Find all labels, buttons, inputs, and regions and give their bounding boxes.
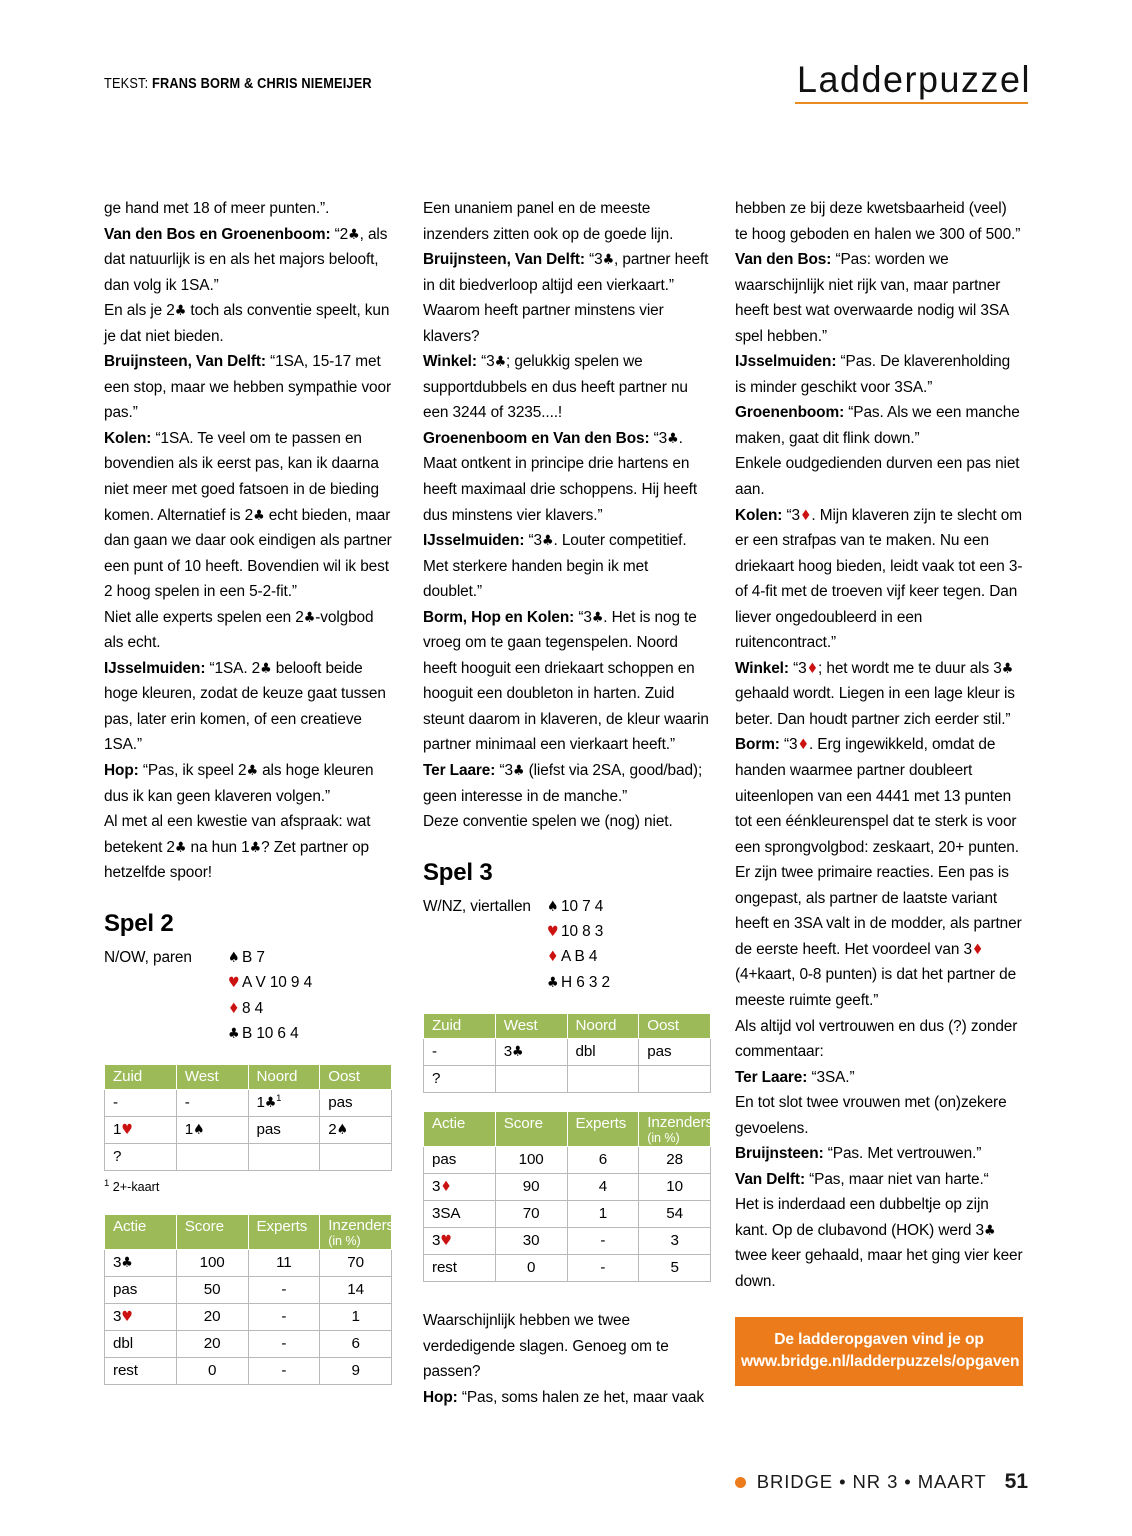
callout-url[interactable]: www.bridge.nl/ladderpuzzels/opgaven	[741, 1352, 1020, 1370]
paragraph: Groenenboom: “Pas. Als we een manche maken, gaat dit flink down.”	[735, 404, 1020, 447]
table-cell: 1♣$^1$	[248, 1090, 320, 1117]
spel-3-score-table	[423, 1111, 714, 1282]
suit-symbol-h-icon: ♥	[547, 924, 559, 941]
column-header: Zuid	[105, 1065, 177, 1090]
table-cell: 3♦	[424, 1174, 496, 1201]
table-cell: pas	[639, 1039, 711, 1066]
paragraph: Al met al een kwestie van afspraak: wat betekent 2♣ na hun 1♣? Zet partner op hetzelfde spoor!	[104, 813, 371, 882]
table-cell: 1♥	[105, 1117, 177, 1144]
table-row	[424, 1147, 711, 1174]
column-header-sub: (in %)	[328, 1233, 361, 1248]
table-cell: -	[248, 1357, 320, 1384]
table-cell	[639, 1066, 711, 1093]
hand-suit-line	[228, 945, 312, 970]
paragraph: Ter Laare: “3♣ (liefst via 2SA, good/bad); geen interesse in de manche.”	[423, 762, 703, 805]
hand-suit-line	[547, 970, 610, 995]
table-cell: 9	[320, 1357, 392, 1384]
page-footer	[735, 1470, 1028, 1494]
table-cell: -	[105, 1090, 177, 1117]
table-cell: 1♠	[176, 1117, 248, 1144]
paragraph: hebben ze bij deze kwetsbaarheid (veel) te hoog geboden en halen we 300 of 500.”	[735, 200, 1021, 243]
suit-symbol-c-icon: ♣	[228, 1025, 240, 1042]
spel-3-hand	[547, 894, 610, 996]
table-cell: 54	[639, 1201, 711, 1228]
table-header-row	[424, 1014, 711, 1039]
column-header: Score	[495, 1112, 567, 1147]
table-cell: dbl	[567, 1039, 639, 1066]
paragraph: Bruijnsteen: “Pas. Met vertrouwen.”	[735, 1145, 982, 1163]
spel-3-conditions: W/NZ, viertallen	[423, 897, 531, 915]
paragraph: Borm: “3♦. Erg ingewikkeld, omdat de handen waarmee partner doubleert uiteenlopen van een 4441 met 13 punten tot een éénkleurenspel dat te sterk is voor een sprongvolgbod: zeskaart, 20+ punten. Er zijn twee primaire reacties. Een pas is ongepast, als partner de laatste variant heeft en 3SA valt in de modder, als partner de eerste heeft. Het voordeel van 3♦ (4+kaart, 0-8 punten) is dat het partner de meeste ruimte geeft.”	[735, 736, 1022, 1009]
hand-cards: B 10 6 4	[242, 1024, 299, 1042]
table-cell: 50	[176, 1276, 248, 1303]
column-header: Actie	[424, 1112, 496, 1147]
paragraph: Een unaniem panel en de meeste inzenders zitten ook op de goede lijn.	[423, 200, 674, 243]
spel-3-block	[423, 858, 711, 996]
hand-suit-line	[547, 944, 610, 969]
column-1	[104, 196, 395, 1385]
spel-2-block	[104, 909, 392, 1047]
table-row	[424, 1228, 711, 1255]
table-cell: pas	[320, 1090, 392, 1117]
column-header: Noord	[567, 1014, 639, 1039]
spel-2-hand	[228, 945, 312, 1047]
table-cell: 2♠	[320, 1117, 392, 1144]
paragraph: ge hand met 18 of meer punten.”.	[104, 200, 330, 217]
table-cell	[495, 1066, 567, 1093]
paragraph: Winkel: “3♦; het wordt me te duur als 3♣ gehaald wordt. Liegen in een lage kleur is beter. Dan houdt partner zich eerder stil.”	[735, 659, 1015, 728]
table-cell: 1	[320, 1303, 392, 1330]
table-cell: 0	[495, 1255, 567, 1282]
paragraph: Bruijnsteen, Van Delft: “1SA, 15-17 met een stop, maar we hebben sympathie voor pas.”	[104, 353, 391, 422]
table-cell: 4	[567, 1174, 639, 1201]
paragraph: Hop: “Pas, soms halen ze het, maar vaak	[423, 1388, 704, 1406]
column-header-sub: (in %)	[647, 1131, 680, 1146]
spel-2-bidding-footnote: $^1$ 2+-kaart	[104, 1178, 160, 1195]
suit-symbol-h-icon: ♥	[228, 975, 240, 992]
column-header: Actie	[105, 1214, 177, 1249]
table-cell: 20	[176, 1330, 248, 1357]
spel-3-bidding-table	[423, 1013, 711, 1093]
table-cell: -	[248, 1330, 320, 1357]
table-row	[105, 1357, 392, 1384]
table-cell: 3♥	[105, 1303, 177, 1330]
table-row	[424, 1066, 711, 1093]
column-header: West	[176, 1065, 248, 1090]
suit-symbol-d-icon: ♦	[228, 1000, 240, 1017]
table-cell: 3♣	[105, 1249, 177, 1276]
hand-suit-line	[547, 894, 610, 919]
spel-3-hand-row	[423, 894, 711, 996]
hand-suit-line	[547, 919, 610, 944]
table-cell: dbl	[105, 1330, 177, 1357]
page-number: 51	[1004, 1470, 1028, 1493]
paragraph: Winkel: “3♣; gelukkig spelen we supportdubbels en dus heeft partner nu een 3244 of 3235....!	[423, 353, 688, 422]
hand-cards: 10 8 3	[561, 923, 604, 941]
column-3	[735, 196, 1023, 1386]
paragraph: Kolen: “1SA. Te veel om te passen en bovendien als ik eerst pas, kan ik daarna niet meer met goed fatsoen in de bieding komen. Alternatief is 2♣ echt bieden, maar dan gaan we daar ook eindigen als partner een punt of 10 heeft. Bovendien wil ik best 2 hoog spelen in een 5-2-fit.”	[104, 429, 392, 601]
table-cell: 28	[639, 1147, 711, 1174]
table-cell: ?	[424, 1066, 496, 1093]
table-header-row	[424, 1112, 711, 1147]
table-cell: 100	[176, 1249, 248, 1276]
table-cell: pas	[424, 1147, 496, 1174]
suit-symbol-s-icon: ♠	[228, 949, 240, 966]
suit-symbol-s-icon: ♠	[547, 898, 559, 915]
column-header: Experts	[567, 1112, 639, 1147]
col2-tail-text	[423, 1308, 711, 1410]
table-row	[424, 1255, 711, 1282]
column-header: Experts	[248, 1214, 320, 1249]
table-cell	[320, 1144, 392, 1171]
paragraph: Als altijd vol vertrouwen en dus (?) zonder commentaar:	[735, 1017, 1018, 1061]
table-cell: -	[567, 1255, 639, 1282]
spel-2-heading: Spel 2	[104, 909, 174, 937]
paragraph: Van Delft: “Pas, maar niet van harte.“	[735, 1170, 989, 1188]
table-header-row	[105, 1214, 392, 1249]
table-cell: 30	[495, 1228, 567, 1255]
table-cell: 0	[176, 1357, 248, 1384]
table-cell: 90	[495, 1174, 567, 1201]
bullet-dot-icon	[735, 1477, 746, 1488]
col1-text-body	[104, 196, 392, 886]
hand-cards: A B 4	[561, 948, 598, 966]
table-row	[105, 1090, 392, 1117]
table-header-row	[105, 1065, 392, 1090]
hand-cards: A V 10 9 4	[242, 974, 313, 992]
table-cell: 6	[320, 1330, 392, 1357]
paragraph: Waarschijnlijk hebben we twee verdedigende slagen. Genoeg om te passen?	[423, 1312, 669, 1381]
table-row	[105, 1303, 392, 1330]
hand-cards: 10 7 4	[561, 897, 604, 915]
spel-2-bidding-table	[104, 1064, 392, 1171]
table-cell: pas	[105, 1276, 177, 1303]
paragraph: En tot slot twee vrouwen met (on)zekere gevoelens.	[735, 1094, 1007, 1137]
spel-2-conditions: N/OW, paren	[104, 948, 192, 966]
table-cell: -	[248, 1276, 320, 1303]
hand-suit-line	[228, 970, 312, 995]
table-cell: 10	[639, 1174, 711, 1201]
spel-3-heading: Spel 3	[423, 858, 493, 886]
paragraph: Bruijnsteen, Van Delft: “3♣, partner heeft in dit biedverloop altijd een vierkaart.”	[423, 251, 709, 294]
section-title-block	[795, 59, 1032, 104]
suit-symbol-d-icon: ♦	[547, 949, 559, 966]
table-cell: rest	[105, 1357, 177, 1384]
table-row	[424, 1201, 711, 1228]
column-header: Inzenders (in %)	[639, 1112, 711, 1147]
magazine-issue-label: BRIDGE • NR 3 • MAART	[756, 1471, 987, 1492]
table-cell: 1	[567, 1201, 639, 1228]
paragraph: Hop: “Pas, ik speel 2♣ als hoge kleuren dus ik kan geen klaveren volgen.”	[104, 762, 374, 805]
paragraph: Enkele oudgedienden durven een pas niet aan.	[735, 455, 1020, 499]
paragraph: Groenenboom en Van den Bos: “3♣. Maat ontkent in principe drie hartens en heeft maximaal drie schoppens. Hij heeft dus minstens vier klavers.”	[423, 429, 698, 524]
table-cell	[567, 1066, 639, 1093]
byline-label: TEKST:	[104, 76, 149, 92]
paragraph: Kolen: “3♦. Mijn klaveren zijn te slecht om er een strafpas van te maken. Nu een driekaart hoog bieden, leidt vaak tot een 3- of 4-fit met de troeven vijf keer tegen. Dan liever ongedoubleerd in een ruitencontract.”	[735, 506, 1023, 652]
page-title: Ladderpuzzel	[796, 59, 1032, 100]
table-cell	[176, 1144, 248, 1171]
paragraph: Borm, Hop en Kolen: “3♣. Het is nog te vroeg om te gaan tegenspelen. Noord heeft hooguit een driekaart schoppen en hooguit een doubleton in harten. Zuid steunt daarom in klaveren, de kleur waarin partner minimaal een vierkaart heeft.”	[423, 608, 709, 754]
paragraph: IJsselmuiden: “Pas. De klaverenholding is minder geschikt voor 3SA.”	[735, 353, 1011, 396]
table-row	[105, 1330, 392, 1357]
spel-2-hand-row	[104, 945, 392, 1047]
table-cell: -	[176, 1090, 248, 1117]
hand-cards: 8 4	[242, 999, 264, 1017]
hand-cards: H 6 3 2	[561, 973, 610, 991]
table-cell: 70	[495, 1201, 567, 1228]
hand-cards: B 7	[242, 948, 265, 966]
table-cell: 20	[176, 1303, 248, 1330]
paragraph: Het is inderdaad een dubbeltje op zijn kant. Op de clubavond (HOK) werd 3♣ twee keer gehaald, maar het ging vier keer down.	[735, 1196, 1023, 1290]
suit-symbol-c-icon: ♣	[547, 974, 559, 991]
table-cell: pas	[248, 1117, 320, 1144]
paragraph: En als je 2♣ toch als conventie speelt, kun je dat niet bieden.	[104, 302, 390, 345]
table-cell: 6	[567, 1147, 639, 1174]
table-row	[424, 1174, 711, 1201]
table-row	[105, 1276, 392, 1303]
table-cell: 70	[320, 1249, 392, 1276]
byline	[104, 76, 372, 92]
column-header: Noord	[248, 1065, 320, 1090]
table-row	[105, 1249, 392, 1276]
table-row	[105, 1144, 392, 1171]
table-cell: 3SA	[424, 1201, 496, 1228]
paragraph: Niet alle experts spelen een 2♣-volgbod als echt.	[104, 608, 374, 652]
paragraph: Ter Laare: “3SA.”	[735, 1068, 855, 1086]
column-header: Oost	[320, 1065, 392, 1090]
table-cell: 100	[495, 1147, 567, 1174]
col2-text-body	[423, 196, 711, 835]
table-cell	[248, 1144, 320, 1171]
column-header: Oost	[639, 1014, 711, 1039]
paragraph: IJsselmuiden: “1SA. 2♣ belooft beide hoge kleuren, zodat de keuze gaat tussen pas, later erin komen, of een creatieve 1SA.”	[104, 659, 386, 754]
table-cell: ?	[105, 1144, 177, 1171]
column-header: Score	[176, 1214, 248, 1249]
page-header	[0, 60, 1132, 120]
table-row	[105, 1117, 392, 1144]
table-cell: rest	[424, 1255, 496, 1282]
byline-names: FRANS BORM & CHRIS NIEMEIJER	[152, 76, 372, 92]
table-cell: -	[567, 1228, 639, 1255]
table-cell: 11	[248, 1249, 320, 1276]
hand-suit-line	[228, 996, 312, 1021]
table-cell: 3♣	[495, 1039, 567, 1066]
hand-suit-line	[228, 1021, 312, 1046]
table-cell: 3	[639, 1228, 711, 1255]
table-cell: 3♥	[424, 1228, 496, 1255]
paragraph: Van den Bos en Groenenboom: “2♣, als dat natuurlijk is en als het majors belooft, dan volg ik 1SA.”	[104, 225, 388, 294]
paragraph: Van den Bos: “Pas: worden we waarschijnlijk niet rijk van, maar partner heeft best wat overwaarde nodig wil 3SA spel hebben.”	[735, 251, 1009, 345]
ladder-assignments-callout[interactable]	[735, 1317, 1023, 1386]
callout-line-1: De ladderopgaven vind je op	[774, 1330, 984, 1348]
spel-2-score-table	[104, 1214, 395, 1385]
column-header: Inzenders (in %)	[320, 1214, 392, 1249]
table-cell: 5	[639, 1255, 711, 1282]
column-header: Zuid	[424, 1014, 496, 1039]
paragraph: Waarom heeft partner minstens vier klavers?	[423, 302, 664, 345]
paragraph: Deze conventie spelen we (nog) niet.	[423, 813, 673, 831]
column-header: West	[495, 1014, 567, 1039]
column-2	[423, 196, 714, 1410]
title-underline-rule	[795, 102, 1028, 104]
col3-text-body	[735, 196, 1023, 1295]
table-row	[424, 1039, 711, 1066]
table-cell: -	[248, 1303, 320, 1330]
table-cell: -	[424, 1039, 496, 1066]
table-cell: 14	[320, 1276, 392, 1303]
paragraph: IJsselmuiden: “3♣. Louter competitief. Met sterkere handen begin ik met doublet.”	[423, 532, 687, 601]
